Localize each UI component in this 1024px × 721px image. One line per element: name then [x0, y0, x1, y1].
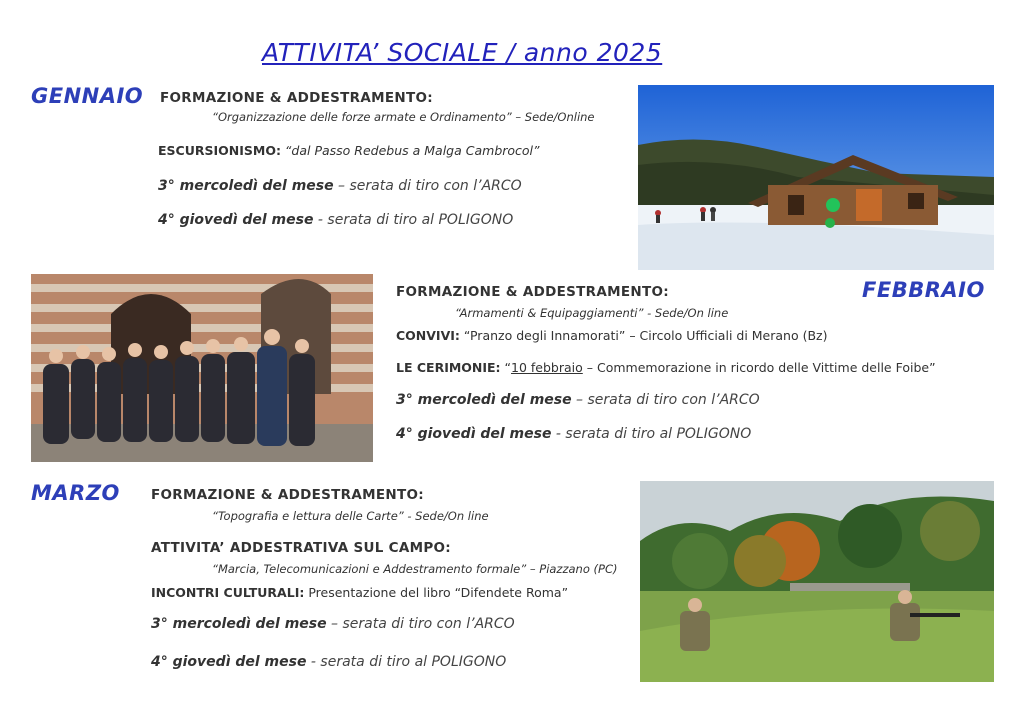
marzo-campo-text: “Marcia, Telecomunicazioni e Addestramento formale” – Piazzano (PC) — [212, 562, 618, 576]
marzo-poligono-day: 4° giovedì del mese — [151, 654, 307, 670]
febbraio-convivi-line — [396, 328, 827, 343]
febbraio-cerimonie-quote: “ — [500, 360, 512, 375]
gennaio-formazione-text: “Organizzazione delle forze armate e Ordinamento” – Sede/Online — [212, 110, 595, 124]
febbraio-cerimonie-line — [396, 360, 936, 375]
marzo-poligono-text: - serata di tiro al POLIGONO — [306, 654, 507, 670]
febbraio-convivi-heading: CONVIVI: — [396, 328, 460, 343]
febbraio-arco-text: – serata di tiro con l’ARCO — [571, 392, 760, 408]
gennaio-arco-day: 3° mercoledì del mese — [158, 178, 334, 194]
month-marzo: MARZO — [31, 481, 120, 505]
marzo-incontri-heading: INCONTRI CULTURALI: — [151, 585, 305, 600]
febbraio-formazione-heading: FORMAZIONE & ADDESTRAMENTO: — [396, 284, 669, 300]
month-gennaio: GENNAIO — [31, 84, 144, 108]
gennaio-poligono-day: 4° giovedì del mese — [158, 212, 314, 228]
febbraio-convivi-text: “Pranzo degli Innamorati” – Circolo Ufficiali di Merano (Bz) — [459, 328, 828, 343]
marzo-campo-heading: ATTIVITA’ ADDESTRATIVA SUL CAMPO: — [151, 540, 451, 556]
febbraio-poligono-text: - serata di tiro al POLIGONO — [551, 426, 752, 442]
gennaio-arco-text: – serata di tiro con l’ARCO — [333, 178, 522, 194]
photo-mountain-hut — [638, 85, 994, 270]
photo-group-portico — [31, 274, 373, 462]
marzo-incontri-line — [151, 585, 568, 600]
month-febbraio: FEBBRAIO — [862, 278, 985, 302]
gennaio-arco-line — [158, 178, 522, 194]
febbraio-cerimonie-date: 10 febbraio — [511, 360, 583, 375]
gennaio-poligono-line — [158, 212, 513, 228]
marzo-formazione-text: “Topografia e lettura delle Carte” - Sede/On line — [212, 509, 489, 523]
febbraio-arco-day: 3° mercoledì del mese — [396, 392, 572, 408]
gennaio-escursionismo-text: “dal Passo Redebus a Malga Cambrocol” — [280, 143, 540, 158]
photo-field-training — [640, 481, 994, 682]
marzo-arco-day: 3° mercoledì del mese — [151, 616, 327, 632]
marzo-incontri-text: Presentazione del libro “Difendete Roma” — [304, 585, 569, 600]
marzo-formazione-heading: FORMAZIONE & ADDESTRAMENTO: — [151, 487, 424, 503]
febbraio-poligono-day: 4° giovedì del mese — [396, 426, 552, 442]
gennaio-escursionismo-line — [158, 143, 540, 158]
febbraio-arco-line — [396, 392, 760, 408]
febbraio-poligono-line — [396, 426, 751, 442]
page-title: ATTIVITA’ SOCIALE / anno 2025 — [262, 38, 663, 67]
febbraio-cerimonie-text: – Commemorazione in ricordo delle Vittime delle Foibe” — [582, 360, 936, 375]
marzo-arco-text: – serata di tiro con l’ARCO — [326, 616, 515, 632]
gennaio-escursionismo-heading: ESCURSIONISMO: — [158, 143, 281, 158]
gennaio-poligono-text: - serata di tiro al POLIGONO — [313, 212, 514, 228]
marzo-arco-line — [151, 616, 515, 632]
febbraio-formazione-text: “Armamenti & Equipaggiamenti” - Sede/On line — [455, 306, 729, 320]
febbraio-cerimonie-heading: LE CERIMONIE: — [396, 360, 501, 375]
gennaio-formazione-heading: FORMAZIONE & ADDESTRAMENTO: — [160, 90, 433, 106]
marzo-poligono-line — [151, 654, 506, 670]
